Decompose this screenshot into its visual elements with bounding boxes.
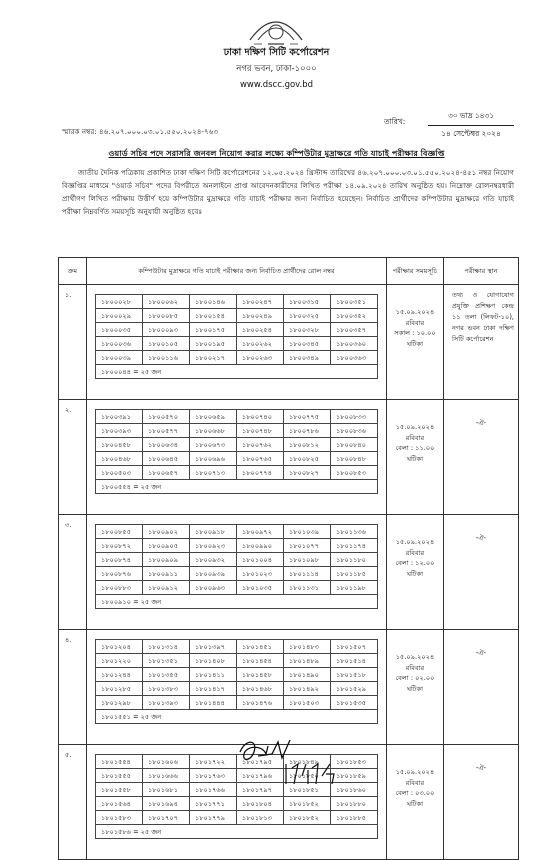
roll-number: ১৮০০৭৭৪ (237, 466, 284, 480)
roll-number: ১৮০১৮৫৯ (331, 769, 378, 783)
roll-number: ১৮০১৭০৭ (143, 811, 190, 825)
table-row (59, 285, 519, 400)
schedule-line: ১৫.০৯.২০২৪ (395, 538, 435, 546)
roll-number: ১৮০১১১৪ (284, 567, 331, 581)
roll-number: ১৮০১৮১৩ (237, 811, 284, 825)
roll-grid-row (96, 696, 378, 710)
roll-total: ১৮০০০৪৪ = ২৫ জন (96, 365, 378, 379)
roll-number: ১৮০০৭৬২ (237, 438, 284, 452)
roll-number: ১৮০১৩১৪ (143, 640, 190, 654)
roll-number: ১৮০১০০৪ (237, 553, 284, 567)
roll-number: ১৮০০৭৬৫ (237, 452, 284, 466)
schedule-line: ঘটিকা (406, 454, 424, 463)
date-block (428, 108, 514, 141)
roll-grid-total-row (96, 480, 378, 494)
roll-number: ১৮০১২০৪ (96, 640, 143, 654)
roll-grid-row (96, 682, 378, 696)
roll-number: ১৮০০১১৬ (143, 351, 190, 365)
roll-number: ১৮০০৯০৫ (143, 539, 190, 553)
roll-number: ১৮০০৯১১ (143, 567, 190, 581)
roll-number: ১৮০০৯১২ (143, 581, 190, 595)
roll-number: ১৮০১০৩৫ (237, 581, 284, 595)
roll-number: ১৮০১৭৯৫ (237, 755, 284, 769)
roll-grid-total-row (96, 825, 378, 839)
roll-number: ১৮০০৮১২ (284, 438, 331, 452)
roll-total: ১৮০০৫৫৪ = ২৫ জন (96, 480, 378, 494)
schedule-line: বেলা : ০৩.০০ (395, 789, 435, 797)
roll-number: ১৮০১৬৬৬ (143, 769, 190, 783)
roll-number: ১৮০০৬৭৩ (190, 438, 237, 452)
roll-number: ১৮০০০৯৩ (143, 323, 190, 337)
roll-number: ১৮০১১৭৪ (331, 539, 378, 553)
roll-number: ১৮০১৮৫৩ (331, 755, 378, 769)
schedule-line: রবিবার (405, 778, 425, 787)
roll-number: ১৮০০৫০৩ (96, 466, 143, 480)
roll-number: ১৮০০৫৭০ (143, 410, 190, 424)
roll-number: ১৮০১৭৭১ (190, 797, 237, 811)
roll-grid-row (96, 295, 378, 309)
roll-number: ১৮০০১৯৫ (190, 337, 237, 351)
roll-number: ১৮০০৩৬৩ (331, 351, 378, 365)
exam-schedule (387, 400, 444, 515)
roll-grid-row (96, 424, 378, 438)
roll-grid-row (96, 811, 378, 825)
roll-number: ১৮০১৫৫৮ (96, 783, 143, 797)
organization-address: নগর ভবন, ঢাকা-১০০০ (236, 64, 317, 74)
header-serial: ক্রম (59, 258, 87, 285)
roll-number: ১৮০১৭২২ (190, 755, 237, 769)
schedule-line: রবিবার (405, 548, 425, 557)
roll-number: ১৮০১৫২৯ (331, 682, 378, 696)
roll-number: ১৮০০০৩৯ (96, 351, 143, 365)
roll-number: ১৮০০৬৫৯ (190, 410, 237, 424)
roll-number: ১৮০০৮৮৩ (96, 581, 143, 595)
roll-number: ১৮০০৯১৮ (190, 525, 237, 539)
roll-grid-total-row (96, 595, 378, 609)
schedule-line: ১৫.০৯.২০২৪ (395, 768, 435, 776)
roll-grid-row (96, 337, 378, 351)
roll-number: ১৮০০৯৬৩ (190, 581, 237, 595)
roll-number: ১৮০০৩২৮ (284, 323, 331, 337)
row-serial: ৩. (59, 515, 87, 630)
roll-number: ১৮০০২৬২ (237, 337, 284, 351)
roll-number: ১৮০১৩৫১ (143, 654, 190, 668)
roll-number: ১৮০১৪৫৮ (237, 668, 284, 682)
roll-number: ১৮০০৩৯৩ (96, 424, 143, 438)
roll-number: ১৮০০৬৯৬ (190, 452, 237, 466)
roll-grid (95, 294, 378, 379)
roll-number: ১৮০০১৫৪ (190, 309, 237, 323)
exam-schedule (387, 630, 444, 745)
exam-venue: -ঐ- (444, 400, 519, 515)
roll-number: ১৮০০৯০২ (143, 525, 190, 539)
row-serial: ৪. (59, 630, 87, 745)
roll-number: ১৮০১৫০৭ (331, 640, 378, 654)
roll-number: ১৮০১৫৫৪ (96, 755, 143, 769)
roll-numbers-cell (87, 515, 387, 630)
roll-grid-row (96, 438, 378, 452)
roll-number: ১৮০০৭৪৮ (237, 424, 284, 438)
roll-number: ১৮০১৪৯২ (284, 682, 331, 696)
roll-number: ১৮০০৯৯০ (237, 539, 284, 553)
roll-number: ১৮০১১৯৮ (331, 581, 378, 595)
roll-grid-row (96, 410, 378, 424)
table-row (59, 515, 519, 630)
roll-number: ১৮০১৭৭৯ (190, 811, 237, 825)
roll-number: ১৮০১০২৩ (237, 567, 284, 581)
roll-grid-row (96, 351, 378, 365)
date-bangla: ৩০ ভাদ্র ১৪৩১ (428, 108, 514, 126)
roll-number: ১৮০০০২৮ (96, 295, 143, 309)
roll-number: ১৮০১৩৮৩ (143, 682, 190, 696)
roll-number: ১৮০০৮৭৪ (96, 553, 143, 567)
roll-number: ১৮০০৮৭৬ (96, 567, 143, 581)
roll-grid-row (96, 466, 378, 480)
roll-number: ১৮০০০২৯ (96, 309, 143, 323)
roll-grid-row (96, 309, 378, 323)
schedule-line: ১৫.০৯.২০২৪ (395, 423, 435, 431)
roll-grid (95, 524, 378, 609)
roll-number: ১৮০০৭১৩ (190, 466, 237, 480)
roll-number: ১৮০১৮৬০ (331, 783, 378, 797)
roll-number: ১৮০১১৩৬ (331, 525, 378, 539)
roll-number: ১৮০১৪১৭ (190, 682, 237, 696)
roll-number: ১৮০০৮৭২ (96, 539, 143, 553)
roll-number: ১৮০১৮৮০ (331, 797, 378, 811)
schedule-line: ঘটিকা (406, 799, 424, 808)
roll-number: ১৮০০৮৩৬ (331, 424, 378, 438)
roll-number: ১৮০০৯৩২ (190, 553, 237, 567)
schedule-line: রবিবার (405, 663, 425, 672)
schedule-line: ঘটিকা (406, 684, 424, 693)
schedule-line: ঘটিকা (406, 339, 424, 348)
roll-number: ১৮০০৩৫১ (331, 295, 378, 309)
row-serial: ১. (59, 285, 87, 400)
table-header-row (59, 258, 519, 285)
roll-total: ১৮০০৯১০ = ২৫ জন (96, 595, 378, 609)
roll-number: ১৮০১৫৮৩ (96, 811, 143, 825)
roll-number: ১৮০০৬৩৪ (143, 438, 190, 452)
roll-number: ১৮০০৮২৭ (284, 466, 331, 480)
roll-number: ১৮০০৫৭৭ (143, 424, 190, 438)
roll-number: ১৮০০৩২৫ (284, 309, 331, 323)
roll-number: ১৮০০১৪৬ (190, 295, 237, 309)
header-rolls: কম্পিউটার মুদ্রাক্ষরে গতি যাচাই পরীক্ষার জন্য নির্বাচিত প্রার্থীদের রোল নম্বর (87, 258, 387, 285)
exam-schedule (387, 515, 444, 630)
roll-number: ১৮০০৭৭৫ (284, 410, 331, 424)
roll-number: ১৮০১৬৯৪ (143, 797, 190, 811)
table-row (59, 400, 519, 515)
roll-number: ১৮০০০৩৬ (96, 337, 143, 351)
roll-number: ১৮০১৫১৪ (331, 654, 378, 668)
roll-number: ১৮০০৮৩৩ (331, 410, 378, 424)
header-venue: পরীক্ষার স্থান (444, 258, 519, 285)
roll-number: ১৮০০৩৫২ (331, 309, 378, 323)
roll-number: ১৮০০৯৩৯ (190, 567, 237, 581)
roll-number: ১৮০০৩১৫ (284, 295, 331, 309)
notice-title: ওয়ার্ড সচিব পদে সরাসরি জনবল নিয়োগ করার লক্ষ্যে কম্পিউটার মুদ্রাক্ষরে গতি যাচাই পরীক্ষার বিজ্ঞপ্তি (108, 148, 445, 158)
roll-number: ১৮০০১০৫ (143, 337, 190, 351)
roll-total: ১৮০১৫৫১ = ২৫ জন (96, 710, 378, 724)
roll-number: ১৮০০৭৮৬ (284, 424, 331, 438)
roll-grid-row (96, 640, 378, 654)
exam-venue: -ঐ- (444, 515, 519, 630)
roll-number: ১৮০১৮৫১ (284, 783, 331, 797)
roll-number: ১৮০১২৮৫ (96, 682, 143, 696)
roll-number: ১৮০১২২০ (96, 654, 143, 668)
exam-venue: -ঐ- (444, 630, 519, 745)
roll-number: ১৮০০২৪৭ (237, 295, 284, 309)
roll-number: ১৮০১৫৫৫ (96, 769, 143, 783)
roll-number: ১৮০০৯২৩ (190, 539, 237, 553)
roll-number: ১৮০১০৩৯ (284, 525, 331, 539)
roll-grid-row (96, 567, 378, 581)
roll-number: ১৮০১১৮০ (331, 553, 378, 567)
roll-grid-row (96, 323, 378, 337)
roll-number: ১৮০০৩৫৭ (331, 323, 378, 337)
exam-schedule (387, 745, 444, 860)
roll-number: ১৮০১৮৫২ (284, 811, 331, 825)
schedule-line: রবিবার (405, 433, 425, 442)
schedule-line: ১৫.০৯.২০২৪ (395, 308, 435, 316)
roll-number: ১৮০০০৮৫ (143, 309, 190, 323)
roll-number: ১৮০১০৭৭ (284, 539, 331, 553)
schedule-line: রবিবার (405, 318, 425, 327)
intro-paragraph: জাতীয় দৈনিক পত্রিকায় প্রকাশিত ঢাকা দক্ষিণ সিটি কর্পোরেশনের ১২.০৫.২০২৪ খ্রিস্টাব্দ তারিখের ৪৬.২০৭.০০০.০৩.০১.৫৫০.২০২৪-৪৫১ নম্বর নিয়োগ বিজ্ঞপ্তির মাধ্যমে "ওয়ার্ড সচিব" পদের বিপরীতে অনলাইনে প্রাপ্ত আবেদনকারীদের লিখিত পরীক্ষা ১৪.০৯.২০২৪ তারিখ অনুষ্ঠিত হয়। নিম্নোক্ত রোলনম্বরধারী প্রার্থীগণ লিখিত পরীক্ষায় উত্তীর্ণ হয়ে কম্পিউটার মুদ্রাক্ষরে গতি যাচাই পরীক্ষার জন্য নির্বাচিত হয়েছেন। নির্বাচিত প্রার্থীদের কম্পিউটার মুদ্রাক্ষরে গতি যাচাই পরীক্ষা নিম্নবর্ণিত সময়সূচি অনুযায়ী অনুষ্ঠিত হবেঃ (62, 168, 514, 216)
roll-number: ১৮০১৭৬৬ (190, 783, 237, 797)
roll-grid-row (96, 668, 378, 682)
roll-number: ১৮০০৮৫৩ (331, 466, 378, 480)
roll-number: ১৮০১৩৯৭ (190, 640, 237, 654)
roll-number: ১৮০০২১৭ (190, 351, 237, 365)
roll-number: ১৮০১৪৪৪ (190, 696, 237, 710)
roll-grid-row (96, 797, 378, 811)
roll-number: ১৮০০২৪৯ (237, 309, 284, 323)
roll-number: ১৮০১৩৫৫ (143, 668, 190, 682)
schedule-line: বেলা : ১২.০০ (395, 559, 435, 567)
roll-number: ১৮০০০৩৫ (96, 323, 143, 337)
roll-number: ১৮০০৮৪৮ (331, 452, 378, 466)
roll-grid-row (96, 581, 378, 595)
roll-number: ১৮০০৮২৫ (284, 452, 331, 466)
roll-number: ১৮০১৬০৬ (143, 755, 190, 769)
roll-number: ১৮০০৩৯১ (96, 410, 143, 424)
row-serial: ৫. (59, 745, 87, 860)
roll-number: ১৮০১৪৭৬ (237, 696, 284, 710)
roll-number: ১৮০০৬৪৫ (143, 452, 190, 466)
roll-number: ১৮০০৪৬৮ (96, 452, 143, 466)
roll-number: ১৮০০২৬৩ (237, 351, 284, 365)
roll-grid (95, 639, 378, 724)
roll-grid-row (96, 539, 378, 553)
roll-number: ১৮০১৫০৩ (284, 696, 331, 710)
roll-grid-row (96, 654, 378, 668)
dscc-logo (244, 10, 308, 46)
roll-number: ১৮০১৪৬৮ (237, 682, 284, 696)
roll-number: ১৮০১৪৮৩ (284, 640, 331, 654)
roll-number: ১৮০১০৯৮ (284, 553, 331, 567)
roll-grid-total-row (96, 710, 378, 724)
exam-schedule (387, 285, 444, 400)
roll-number: ১৮০১৪৯০ (284, 668, 331, 682)
roll-grid-row (96, 553, 378, 567)
roll-number: ১৮০০১৭৫ (190, 323, 237, 337)
roll-grid-row (96, 452, 378, 466)
roll-number: ১৮০১৫১৮ (331, 668, 378, 682)
memo-reference: স্মারক নম্বর: ৪৬.২০৭.০০০.০৩.০১.৫৫০.২০২৪-৭৬৩ (62, 127, 219, 136)
roll-number: ১৮০০৪৫৮ (96, 438, 143, 452)
row-serial: ২. (59, 400, 87, 515)
schedule-line: ১৫.০৯.২০২৪ (395, 653, 435, 661)
roll-number: ১৮০১৫৬৪ (96, 797, 143, 811)
roll-number: ১৮০১৩৯৩ (143, 696, 190, 710)
roll-number: ১৮০০৮৫৫ (96, 525, 143, 539)
roll-number: ১৮০০৩৪৫ (284, 337, 331, 351)
roll-number: ১৮০০৩৬০ (331, 337, 378, 351)
exam-venue: তথ্য ও যোগাযোগ প্রযুক্তি প্রশিক্ষণ কেন্দ্র ১১ তলা (লিফট-১০), নগর ভবন ঢাকা দক্ষিণ সিটি কর্পোরেশন (444, 285, 519, 400)
organization-name: ঢাকা দক্ষিণ সিটি কর্পোরেশন (223, 47, 330, 58)
roll-grid-row (96, 525, 378, 539)
roll-number: ১৮০১৮৮৫ (331, 811, 378, 825)
signature (232, 734, 347, 790)
roll-number: ১৮০০৯০৯ (143, 553, 190, 567)
roll-number: ১৮০০৭৪০ (237, 410, 284, 424)
roll-numbers-cell (87, 285, 387, 400)
roll-number: ১৮০১৪০৮ (190, 654, 237, 668)
roll-number: ১৮০০৬৬৮ (190, 424, 237, 438)
roll-numbers-cell (87, 400, 387, 515)
roll-number: ১৮০১৭৬৩ (190, 769, 237, 783)
roll-numbers-cell (87, 630, 387, 745)
roll-total: ১৮০১৫৮৬ = ২৫ জন (96, 825, 378, 839)
roll-number: ১৮০১১৩১ (284, 581, 331, 595)
roll-number: ১৮০০৬৫৭ (143, 466, 190, 480)
roll-number: ১৮০১৭৯৬ (237, 769, 284, 783)
roll-number: ১৮০০৯৭২ (237, 525, 284, 539)
roll-number: ১৮০১২৯৮ (96, 696, 143, 710)
roll-number: ১৮০১৮০৪ (237, 797, 284, 811)
schedule-line: ঘটিকা (406, 569, 424, 578)
schedule-line: বেলা : ০২.০০ (395, 674, 435, 682)
roll-number: ১৮০০৩৪৯ (284, 351, 331, 365)
exam-venue: -ঐ- (444, 745, 519, 860)
roll-number: ১৮০০০৬২ (143, 295, 190, 309)
website-link[interactable]: www.dscc.gov.bd (239, 80, 314, 90)
roll-number: ১৮০১৪১১ (190, 668, 237, 682)
roll-number: ১৮০১২৪৪ (96, 668, 143, 682)
roll-number: ১৮০১১৮৫ (331, 567, 378, 581)
date-label: তারিখ: (384, 117, 406, 126)
roll-number: ১৮০১৫৩৫ (331, 696, 378, 710)
roll-number: ১৮০১৮৫০ (284, 769, 331, 783)
roll-number: ১৮০১৮৫২ (284, 797, 331, 811)
roll-number: ১৮০০৮৪০ (331, 438, 378, 452)
header-time: পরীক্ষার সময়সূচি (387, 258, 444, 285)
schedule-line: সকাল : ১০.০০ (394, 329, 436, 337)
roll-number: ১৮০১৪৮৯ (284, 654, 331, 668)
roll-number: ১৮০১৪৫১ (237, 640, 284, 654)
roll-number: ১৮০১৪৫৪ (237, 654, 284, 668)
roll-number: ১৮০১৭৯৭ (237, 783, 284, 797)
roll-number: ১৮০১৮৪৯ (284, 755, 331, 769)
table-row (59, 630, 519, 745)
roll-number: ১৮০০২৫৪ (237, 323, 284, 337)
date-english: ১৪ সেপ্টেম্বর ২০২৪ (441, 129, 501, 138)
roll-grid (95, 409, 378, 494)
roll-grid-total-row (96, 365, 378, 379)
roll-number: ১৮০১৬৮১ (143, 783, 190, 797)
schedule-line: বেলা : ১১.০০ (395, 444, 435, 452)
